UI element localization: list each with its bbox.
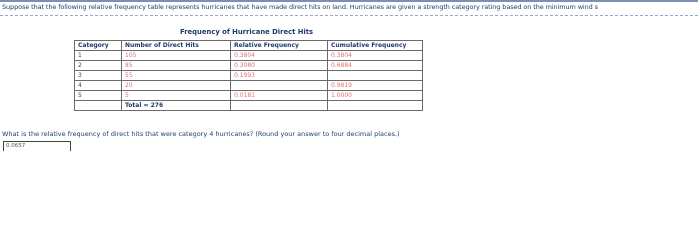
cell-relative: 0.0181 [231, 91, 328, 101]
cell-relative [231, 81, 328, 91]
header-relative-frequency: Relative Frequency [231, 41, 328, 51]
cell-hits: 55 [122, 71, 231, 81]
table-row [75, 71, 423, 81]
cell-hits: 5 [122, 91, 231, 101]
cell-hits: 85 [122, 61, 231, 71]
header-cumulative-frequency: Cumulative Frequency [328, 41, 423, 51]
answer-value: 0.0657 [6, 143, 26, 149]
cell-cumulative [328, 71, 423, 81]
cell-category: 1 [75, 51, 122, 61]
cell-cumulative: 0.9819 [328, 81, 423, 91]
header-direct-hits: Number of Direct Hits [122, 41, 231, 51]
cell-relative: 0.3080 [231, 61, 328, 71]
cell-total: Total = 276 [122, 101, 231, 111]
answer-input[interactable] [3, 141, 71, 151]
cell-category: 4 [75, 81, 122, 91]
table-row [75, 51, 423, 61]
cell-relative: 0.3804 [231, 51, 328, 61]
cell-empty [231, 101, 328, 111]
cell-empty [75, 101, 122, 111]
frequency-table [74, 40, 423, 111]
table-row [75, 91, 423, 101]
cell-category: 5 [75, 91, 122, 101]
cell-category: 2 [75, 61, 122, 71]
header-category: Category [75, 41, 122, 51]
cell-hits: 20 [122, 81, 231, 91]
cell-category: 3 [75, 71, 122, 81]
table-row [75, 81, 423, 91]
problem-intro: Suppose that the following relative frequency table represents hurricanes that have made direct hits on land. Hurricanes are given a strength category rating based on the minimum wind s [2, 3, 598, 11]
question-text: What is the relative frequency of direct hits that were category 4 hurricanes? (Round your answer to four decimal places.) [2, 130, 400, 138]
cell-cumulative: 0.3804 [328, 51, 423, 61]
table-row [75, 61, 423, 71]
cell-cumulative: 1.0000 [328, 91, 423, 101]
cell-cumulative: 0.6884 [328, 61, 423, 71]
cell-hits: 105 [122, 51, 231, 61]
cell-relative: 0.1993 [231, 71, 328, 81]
table-title: Frequency of Hurricane Direct Hits [180, 28, 314, 36]
table-header-row [75, 41, 423, 51]
table-total-row [75, 101, 423, 111]
cell-empty [328, 101, 423, 111]
